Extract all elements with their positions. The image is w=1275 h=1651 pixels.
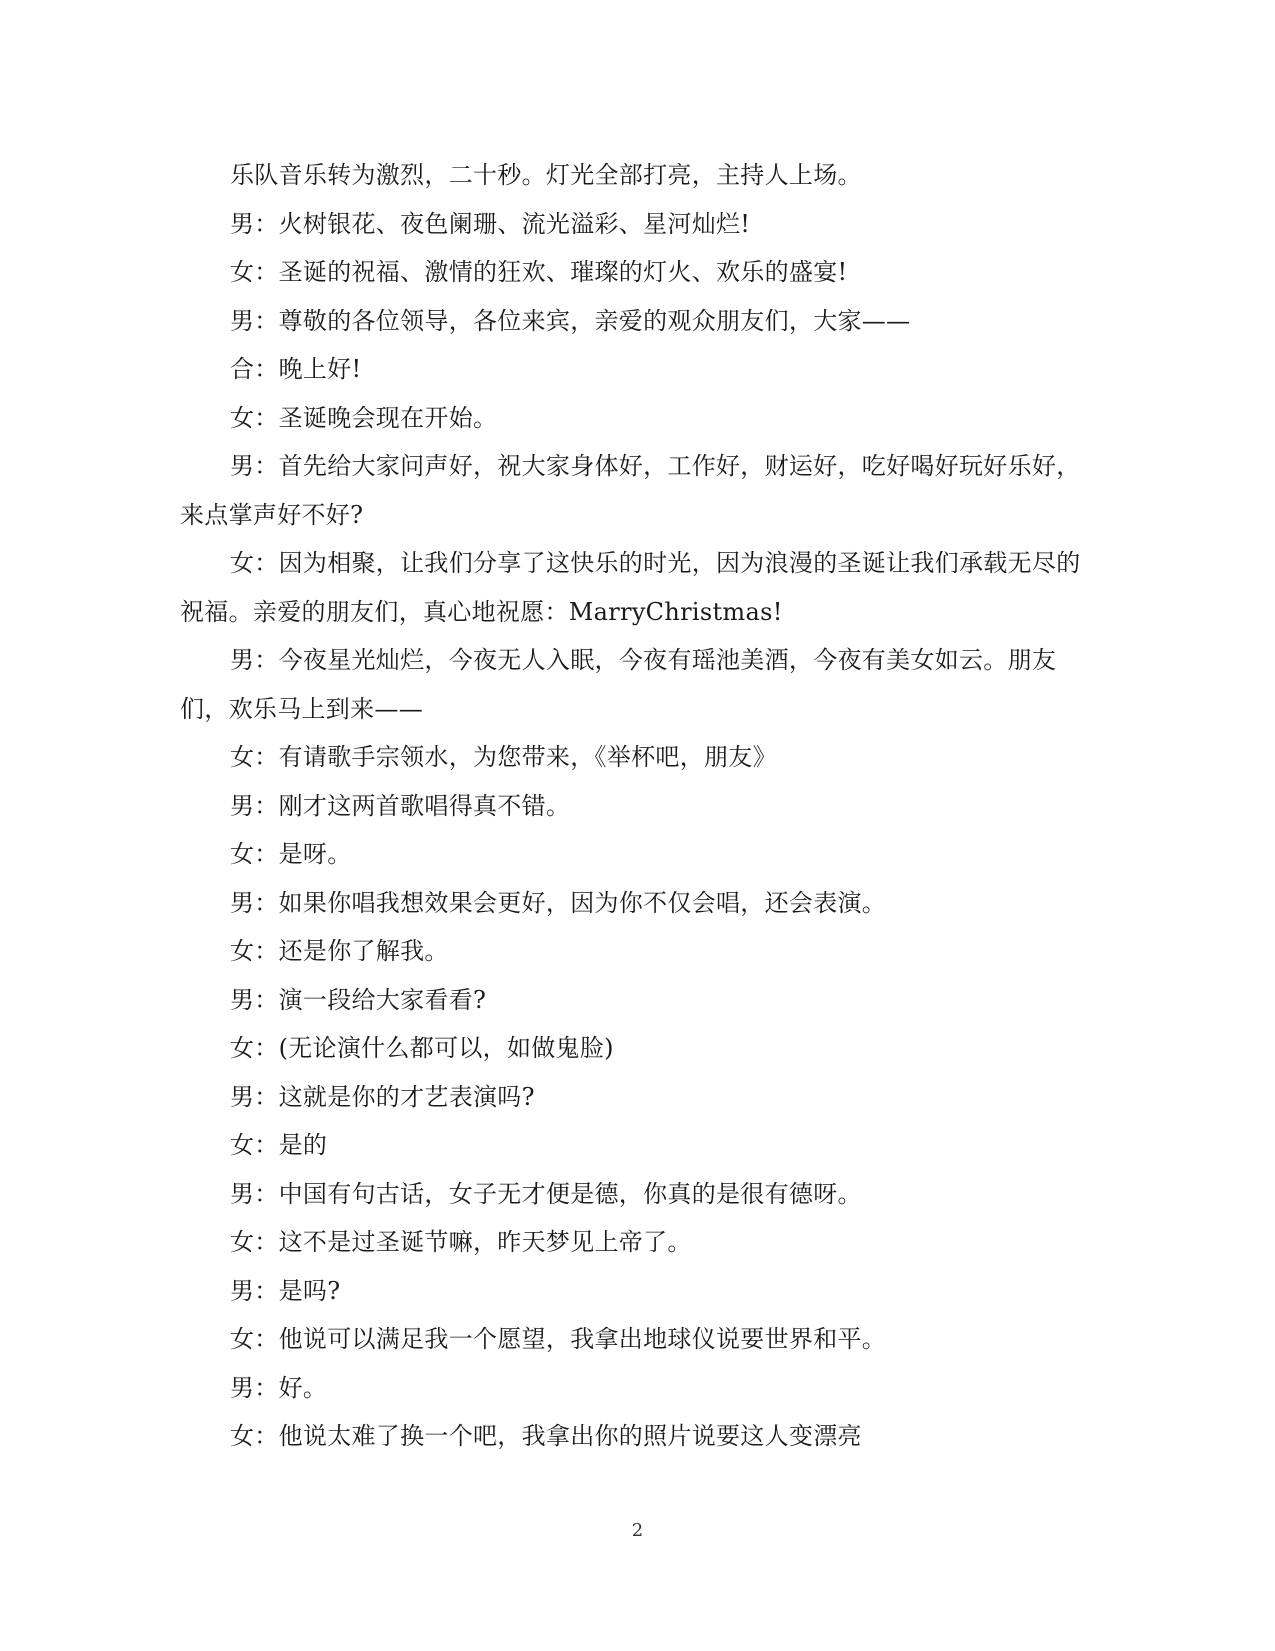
paragraph: 男：今夜星光灿烂，今夜无人入眠，今夜有瑶池美酒，今夜有美女如云。朋友们，欢乐马上到来—— — [180, 646, 1057, 723]
paragraph: 女：这不是过圣诞节嘛，昨天梦见上帝了。 — [230, 1228, 692, 1256]
paragraph: 女：(无论演什么都可以，如做鬼脸) — [230, 1034, 614, 1062]
paragraph: 女：他说太难了换一个吧，我拿出你的照片说要这人变漂亮 — [230, 1422, 862, 1450]
paragraph: 女：圣诞晚会现在开始。 — [230, 403, 498, 432]
paragraph: 男：如果你唱我想效果会更好，因为你不仅会唱，还会表演。 — [230, 888, 887, 917]
paragraph: 女：他说可以满足我一个愿望，我拿出地球仪说要世界和平。 — [230, 1325, 887, 1353]
paragraph: 合：晚上好! — [230, 355, 362, 383]
paragraph: 男：刚才这两首歌唱得真不错。 — [230, 791, 571, 820]
document-body — [180, 151, 1086, 1461]
paragraph: 女：还是你了解我。 — [230, 937, 449, 965]
paragraph: 女：是呀。 — [230, 840, 352, 868]
paragraph: 男：好。 — [230, 1373, 328, 1402]
paragraph: 女：是的 — [230, 1131, 328, 1159]
page-number: 2 — [631, 1520, 644, 1541]
paragraph: 女：因为相聚，让我们分享了这快乐的时光，因为浪漫的圣诞让我们承载无尽的祝福。亲爱的朋友们，真心地祝愿：MarryChristmas! — [180, 549, 1081, 626]
paragraph: 男：尊敬的各位领导，各位来宾，亲爱的观众朋友们，大家—— — [230, 306, 911, 335]
paragraph: 男：中国有句古话，女子无才便是德，你真的是很有德呀。 — [230, 1179, 862, 1208]
paragraph: 女：有请歌手宗领水，为您带来，《举杯吧，朋友》 — [230, 743, 777, 771]
paragraph: 女：圣诞的祝福、激情的狂欢、璀璨的灯火、欢乐的盛宴! — [230, 258, 848, 286]
paragraph-stage-direction: 乐队音乐转为激烈，二十秒。灯光全部打亮，主持人上场。 — [230, 161, 862, 189]
paragraph: 男：首先给大家问声好，祝大家身体好，工作好，财运好，吃好喝好玩好乐好，来点掌声好不好? — [180, 452, 1081, 529]
paragraph: 男：演一段给大家看看? — [230, 985, 487, 1014]
paragraph: 男：火树银花、夜色阑珊、流光溢彩、星河灿烂! — [230, 209, 751, 238]
paragraph: 男：是吗? — [230, 1276, 341, 1305]
paragraph: 男：这就是你的才艺表演吗? — [230, 1082, 535, 1111]
